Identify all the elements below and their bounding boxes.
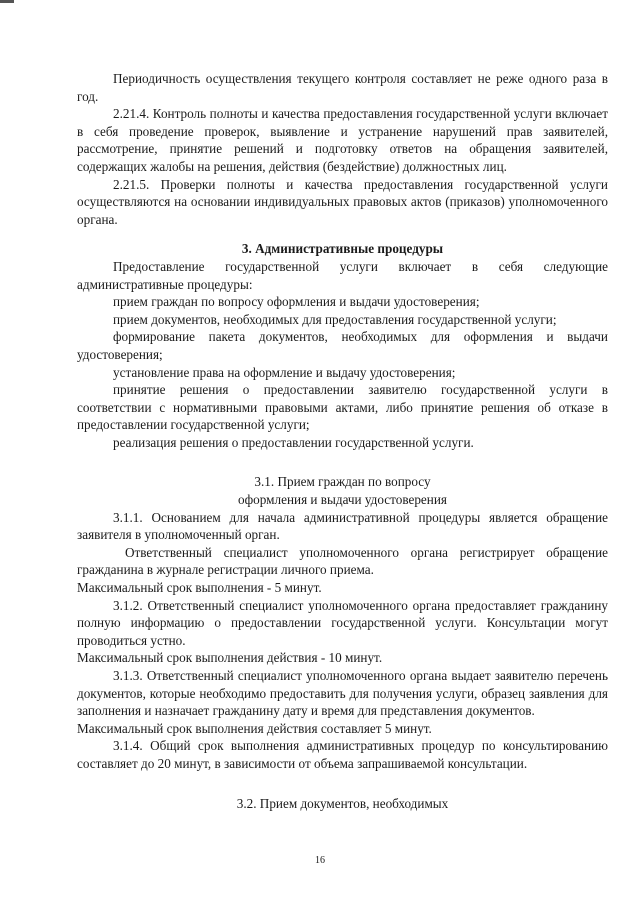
subsection-heading-3-1-line1: 3.1. Прием граждан по вопросу: [254, 474, 431, 490]
subsection-heading-3-2: 3.2. Прием документов, необходимых: [236, 795, 449, 811]
list-item: установление права на оформление и выдачу удостоверения;: [113, 364, 456, 380]
list-item: прием документов, необходимых для предоставления государственной услуги;: [113, 311, 557, 327]
list-item: принятие решения о предоставлении заявителю государственной услуги в соответствии с нормативными правовыми актами, либо принятие решения об отказе в предоставлении государственной услуги;: [77, 382, 608, 433]
paragraph-procedures-intro: Предоставление государственной услуги включает в себя следующие административные процедуры:: [77, 258, 608, 292]
document-body: [77, 70, 608, 812]
paragraph-3-1-3: 3.1.3. Ответственный специалист уполномоченного органа выдает заявителю перечень документов, которые необходимо предоставить для получения услуги, образец заявления для заполнения и назначает гражданину дату и время для представления документов.: [77, 668, 608, 719]
paragraph-periodicity: Периодичность осуществления текущего контроля составляет не реже одного раза в год.: [77, 71, 608, 104]
paragraph-3-1-2: 3.1.2. Ответственный специалист уполномоченного органа предоставляет гражданину полную информацию о предоставлении государственной услуги. Консультации могут проводиться устно.: [77, 597, 608, 648]
paragraph-3-1-1-registration: Ответственный специалист уполномоченного органа регистрирует обращение гражданина в журнале регистрации личного приема.: [77, 544, 608, 578]
list-item: прием граждан по вопросу оформления и выдачи удостоверения;: [113, 294, 480, 310]
subsection-heading-3-1-line2: оформления и выдачи удостоверения: [238, 492, 447, 508]
scan-artifact: [0, 0, 14, 3]
paragraph-2-21-5: 2.21.5. Проверки полноты и качества предоставления государственной услуги осуществляются на основании индивидуальных правовых актов (приказов) уполномоченного органа.: [77, 176, 608, 227]
list-item: реализация решения о предоставлении государственной услуги.: [113, 434, 474, 450]
paragraph-3-1-4: 3.1.4. Общий срок выполнения административных процедур по консультированию составляет до 20 минут, в зависимости от объема запрашиваемой консультации.: [77, 738, 608, 771]
page-number: 16: [315, 855, 325, 866]
paragraph-3-1-2-time: Максимальный срок выполнения действия - 10 минут.: [77, 650, 383, 666]
list-item: формирование пакета документов, необходимых для оформления и выдачи удостоверения;: [77, 329, 608, 362]
section-heading-3: 3. Административные процедуры: [241, 241, 444, 257]
paragraph-3-1-1-time: Максимальный срок выполнения - 5 минут.: [77, 580, 322, 596]
paragraph-3-1-1: 3.1.1. Основанием для начала административной процедуры является обращение заявителя в уполномоченный орган.: [77, 509, 608, 543]
paragraph-3-1-3-time: Максимальный срок выполнения действия составляет 5 минут.: [77, 720, 432, 736]
paragraph-2-21-4: 2.21.4. Контроль полноты и качества предоставления государственной услуги включает в себя проведение проверок, выявление и устранение нарушений прав заявителей, рассмотрение, принятие решений и подготовку ответов на обращения заявителей, содержащих жалобы на решения, действия (бездействие) должностных лиц.: [77, 106, 608, 174]
